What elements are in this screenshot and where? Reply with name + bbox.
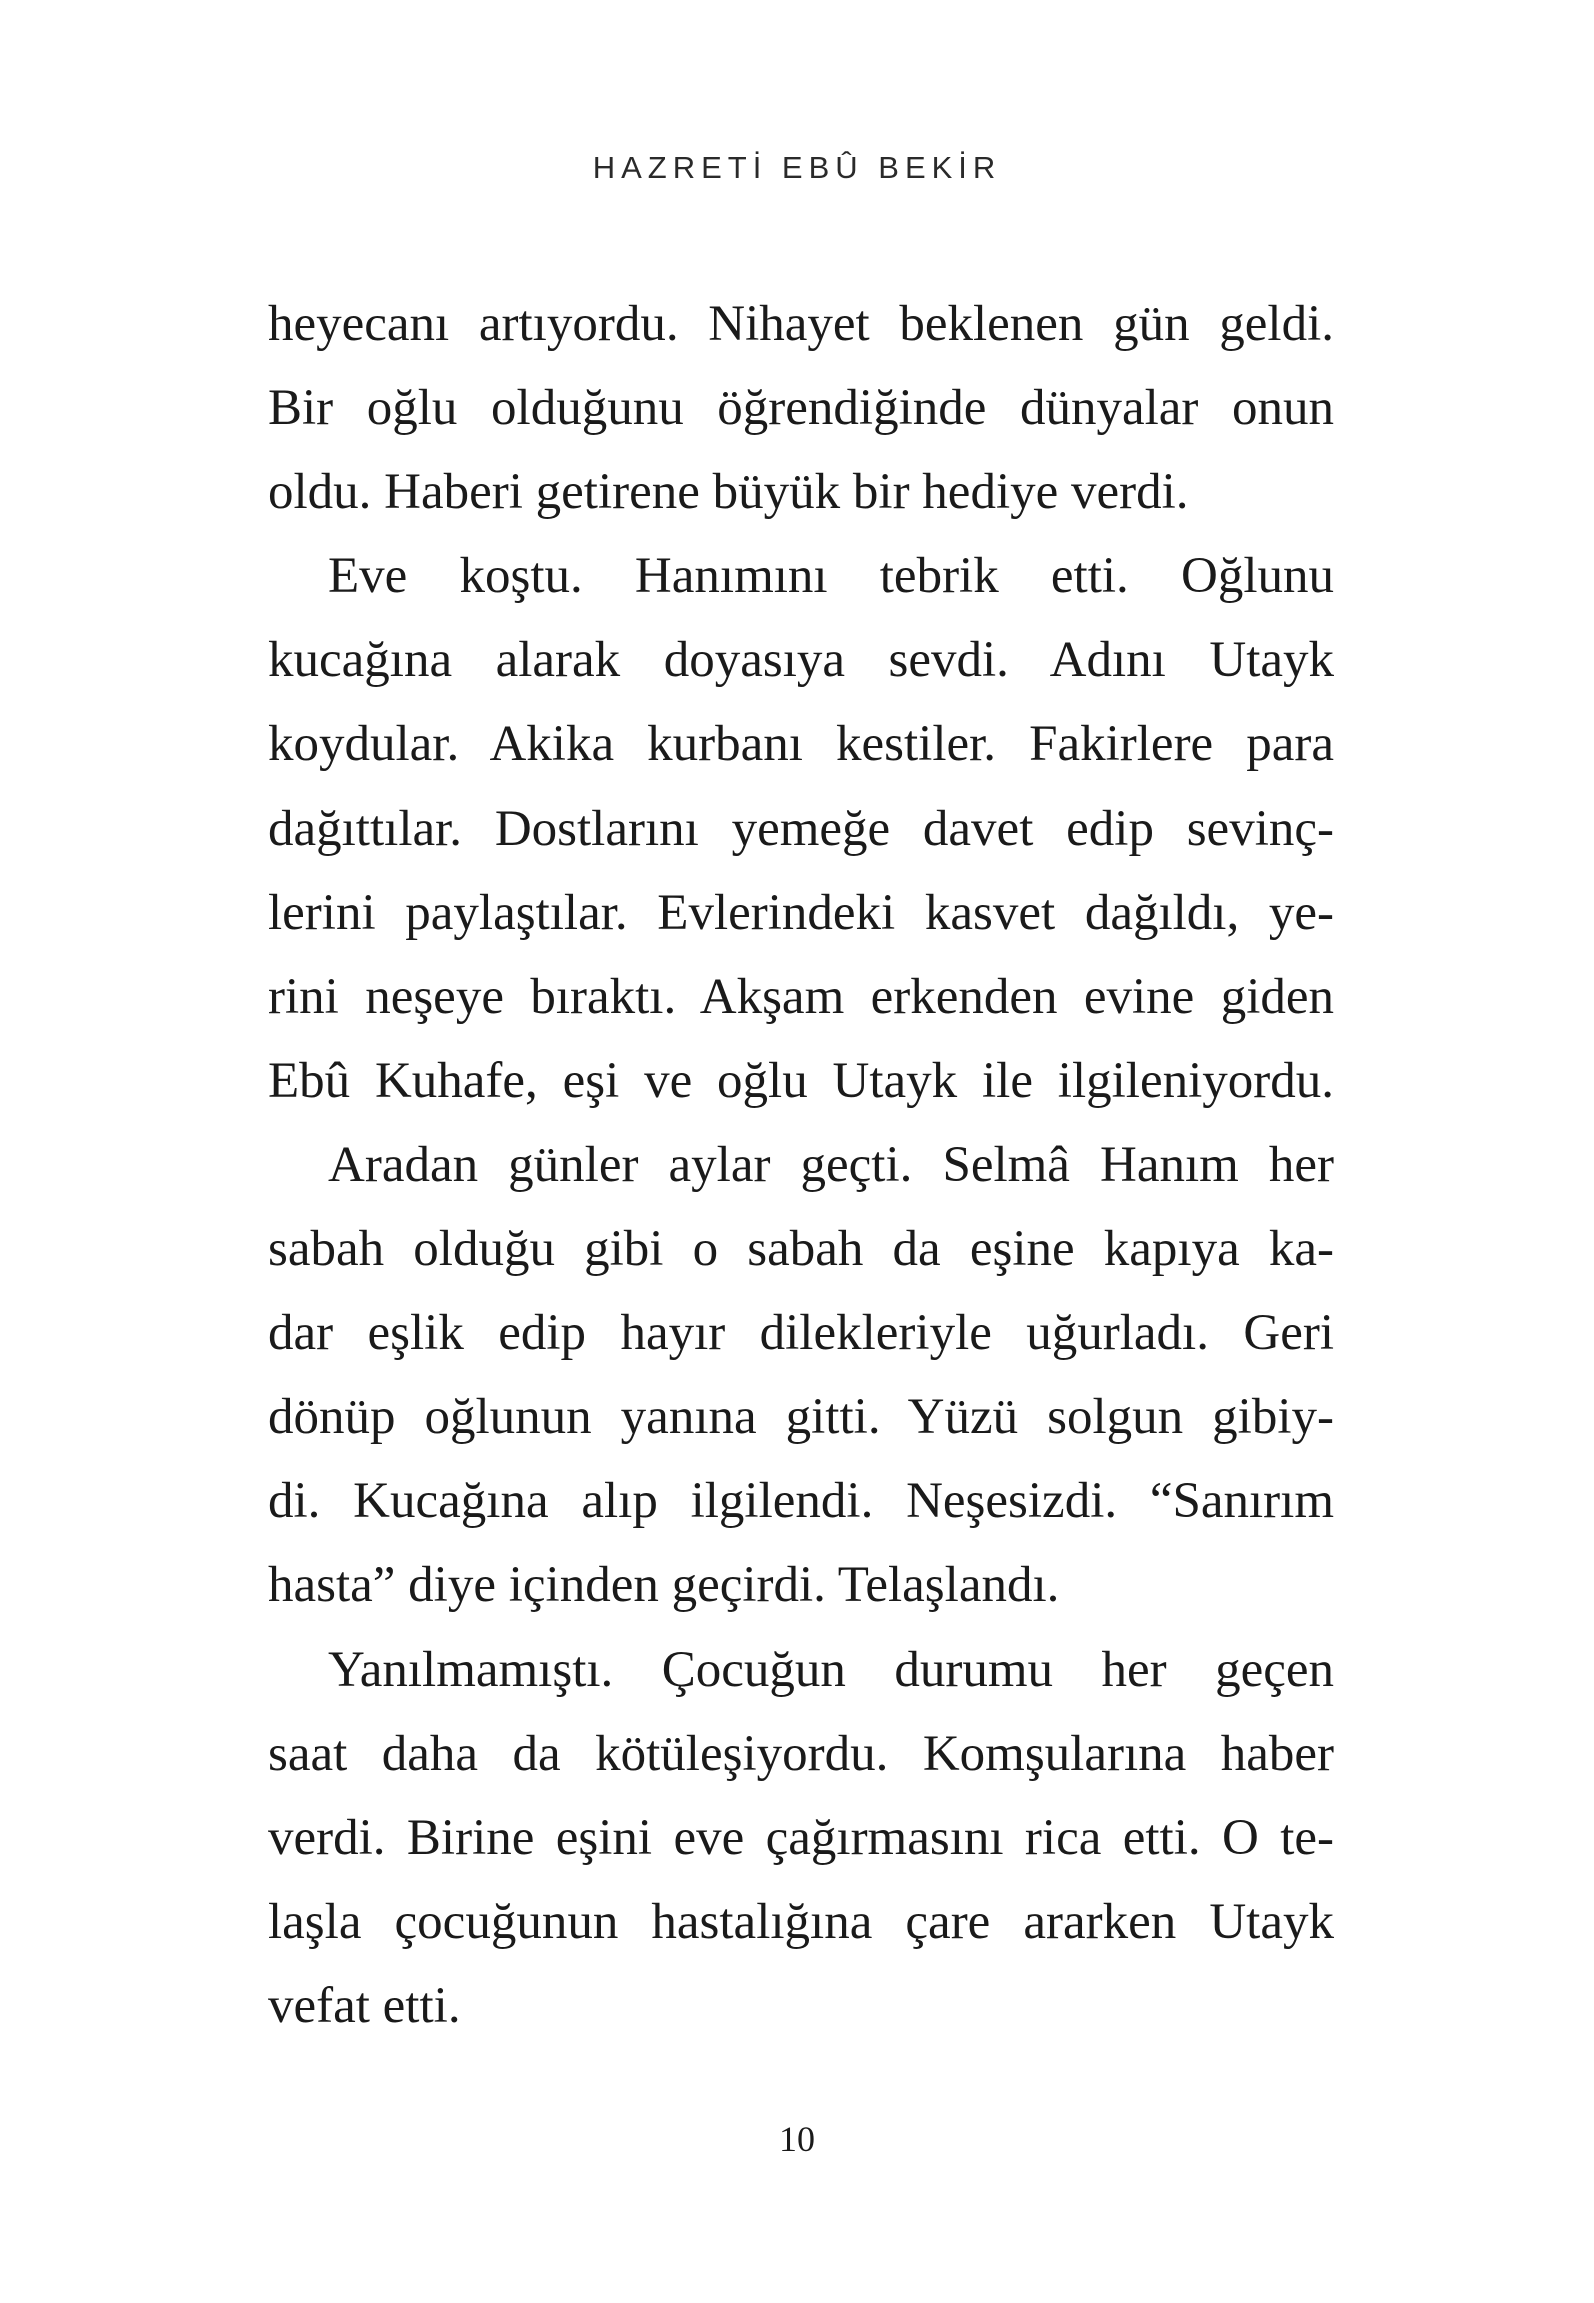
text-line: dönüp oğlunun yanına gitti. Yüzü solgun gibiy- — [268, 1389, 1334, 1446]
text-line: Yanılmamıştı. Çocuğun durumu her geçen — [328, 1641, 1334, 1698]
text-line: Bir oğlu olduğunu öğrendiğinde dünyalar onun — [268, 380, 1334, 437]
text-line: di. Kucağına alıp ilgilendi. Neşesizdi. “Sanırım — [268, 1473, 1334, 1530]
text-line: hasta” diye içinden geçirdi. Telaşlandı. — [268, 1557, 1060, 1614]
text-line: dar eşlik edip hayır dilekleriyle uğurladı. Geri — [268, 1305, 1334, 1362]
text-line: rini neşeye bıraktı. Akşam erkenden evine giden — [268, 968, 1334, 1025]
paragraph — [268, 282, 1334, 534]
text-line: vefat etti. — [268, 1977, 461, 2034]
paragraph — [268, 1123, 1334, 1628]
text-line: sabah olduğu gibi o sabah da eşine kapıya ka- — [268, 1221, 1334, 1278]
page-number: 10 — [779, 2119, 815, 2159]
paragraph — [268, 1628, 1334, 2048]
text-line: koydular. Akika kurbanı kestiler. Fakirlere para — [268, 716, 1334, 773]
text-line: Ebû Kuhafe, eşi ve oğlu Utayk ile ilgileniyordu. — [268, 1052, 1334, 1109]
paragraph — [268, 534, 1334, 1123]
running-head: HAZRETİ EBÛ BEKİR — [592, 150, 1002, 185]
text-line: oldu. Haberi getirene büyük bir hediye verdi. — [268, 464, 1189, 521]
text-line: laşla çocuğunun hastalığına çare ararken Utayk — [268, 1893, 1334, 1950]
text-line: Aradan günler aylar geçti. Selmâ Hanım her — [328, 1136, 1334, 1193]
text-line: verdi. Birine eşini eve çağırmasını rica etti. O te- — [268, 1809, 1334, 1866]
text-line: dağıttılar. Dostlarını yemeğe davet edip sevinç- — [268, 800, 1334, 857]
text-line: saat daha da kötüleşiyordu. Komşularına haber — [268, 1725, 1334, 1782]
text-line: kucağına alarak doyasıya sevdi. Adını Utayk — [268, 632, 1334, 689]
text-line: heyecanı artıyordu. Nihayet beklenen gün geldi. — [268, 296, 1334, 352]
text-line: Eve koştu. Hanımını tebrik etti. Oğlunu — [328, 548, 1334, 605]
text-line: lerini paylaştılar. Evlerindeki kasvet dağıldı, ye- — [268, 884, 1334, 941]
body-text — [268, 282, 1334, 2048]
